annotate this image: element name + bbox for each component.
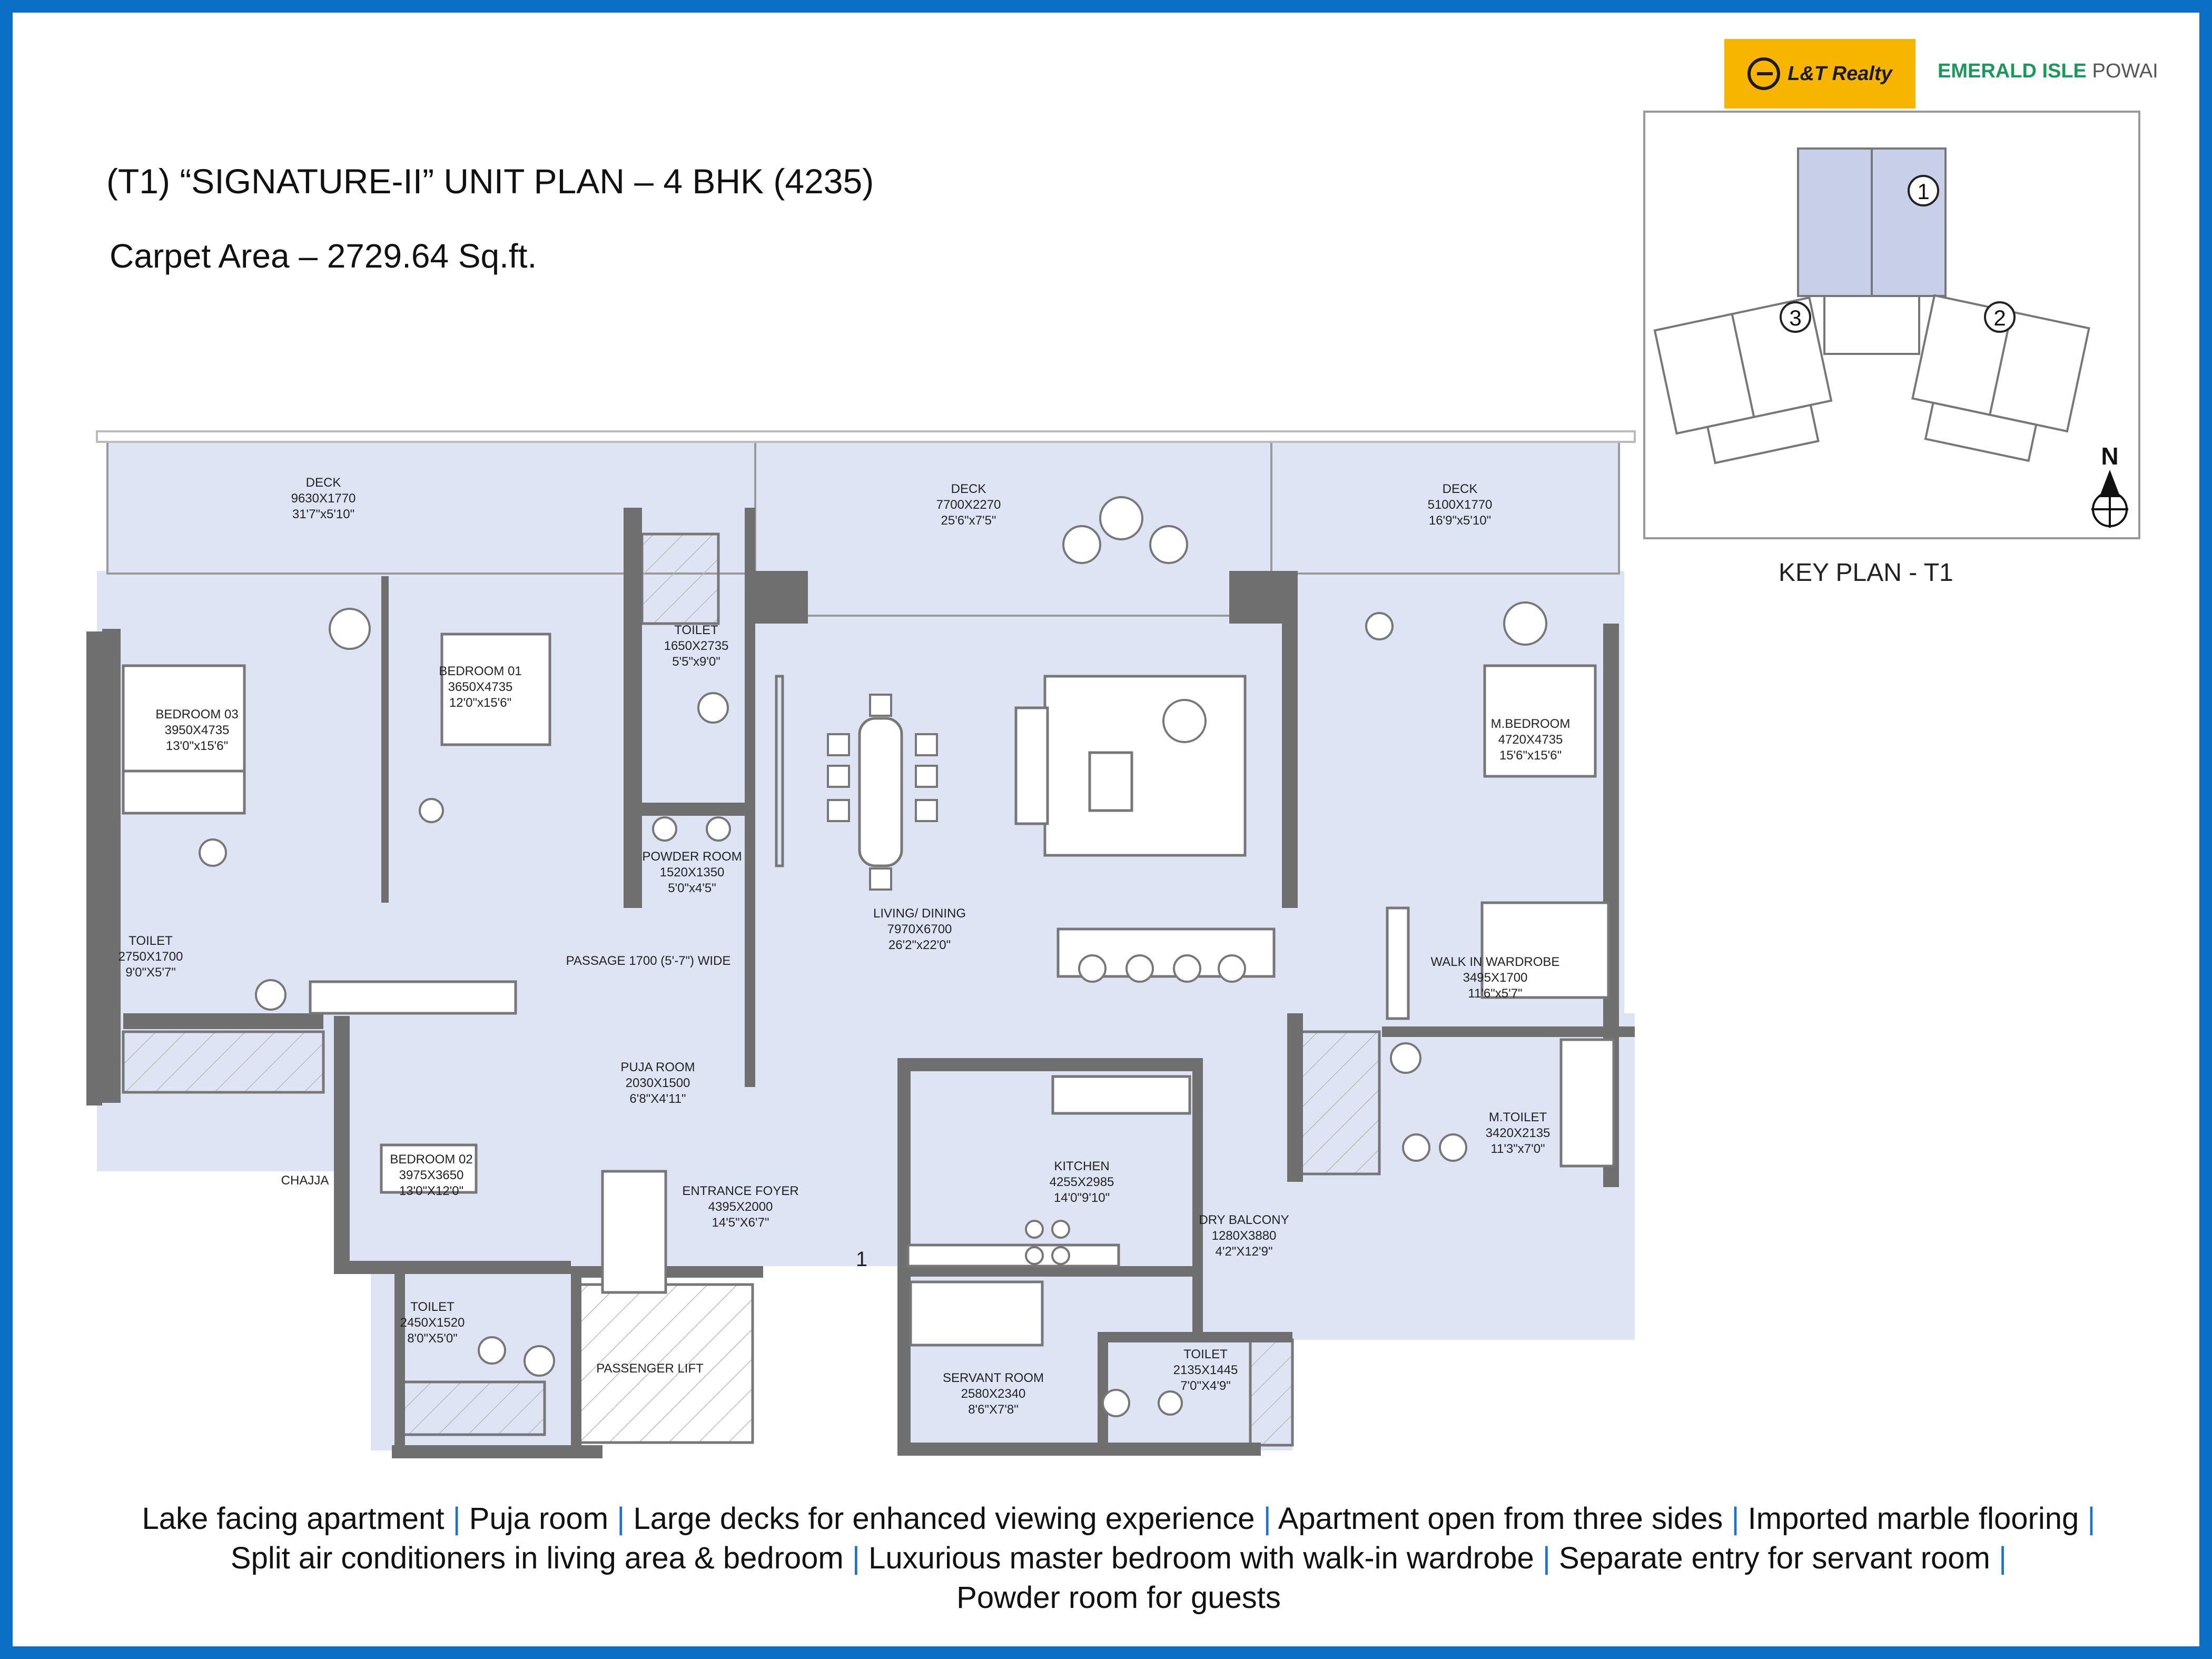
feature-4: Apartment open from three sides [1278, 1502, 1723, 1536]
separator: | [452, 1502, 461, 1536]
separator: | [852, 1541, 860, 1575]
bedroom-01-feet: 12'0"x15'6" [449, 696, 512, 710]
feature-3: Large decks for enhanced viewing experience [633, 1502, 1255, 1536]
passage-name: PASSAGE 1700 (5'-7") WIDE [566, 954, 731, 968]
plan-title: (T1) “SIGNATURE-II” UNIT PLAN – 4 BHK (4235) [106, 162, 874, 201]
svg-text:1: 1 [1917, 179, 1930, 204]
toilet-left-feet: 9'0"X5'7" [125, 965, 176, 980]
deck-right-name: DECK [1442, 482, 1478, 496]
m-bedroom-feet: 15'6"x15'6" [1499, 748, 1562, 763]
walkin-feet: 11'6"x5'7" [1468, 986, 1523, 1001]
toilet-top-name: TOILET [674, 623, 718, 637]
toilet-left-name: TOILET [129, 934, 173, 948]
lift-name: PASSENGER LIFT [596, 1361, 704, 1376]
deck-mid-feet: 25'6"x7'5" [941, 514, 996, 528]
toilet-servant-feet: 7'0"X4'9" [1180, 1379, 1231, 1393]
puja-name: PUJA ROOM [620, 1060, 695, 1074]
bedroom-02-size: 3975X3650 [399, 1168, 464, 1182]
kitchen-feet: 14'0"9'10" [1053, 1191, 1110, 1205]
toilet-top-size: 1650X2735 [664, 639, 729, 653]
feature-8: Separate entry for servant room [1559, 1541, 1990, 1575]
toilet-servant-name: TOILET [1183, 1347, 1228, 1361]
deck-left-feet: 31'7"x5'10" [292, 507, 355, 521]
bedroom-03-feet: 13'0"x15'6" [165, 739, 229, 753]
carpet-area: Carpet Area – 2729.64 Sq.ft. [110, 237, 537, 275]
deck-railing [97, 431, 1635, 442]
bedroom-01-size: 3650X4735 [448, 680, 513, 694]
logo-text: L&T Realty [1788, 62, 1892, 85]
powder-room-feet: 5'0"x4'5" [668, 881, 716, 895]
separator: | [2087, 1502, 2096, 1536]
deck-mid-name: DECK [951, 482, 986, 496]
feature-7: Luxurious master bedroom with walk-in wardrobe [868, 1541, 1534, 1575]
kitchen-name: KITCHEN [1054, 1159, 1110, 1173]
toilet-b2-feet: 8'0"X5'0" [407, 1331, 458, 1346]
deck-left-name: DECK [305, 476, 341, 490]
deck-right-feet: 16'9"x5'10" [1428, 514, 1492, 528]
floor-plan [13, 13, 2212, 1659]
separator: | [1263, 1502, 1271, 1536]
m-toilet-feet: 11'3"x7'0" [1490, 1142, 1545, 1156]
bedroom-01-name: BEDROOM 01 [439, 664, 522, 678]
dry-balcony-size: 1280X3880 [1211, 1229, 1277, 1243]
m-toilet-size: 3420X2135 [1485, 1126, 1551, 1140]
toilet-b2-name: TOILET [410, 1300, 455, 1314]
living-size: 7970X6700 [887, 922, 952, 936]
project-title: EMERALD ISLE [1938, 60, 2087, 82]
toilet-top-feet: 5'5"x9'0" [672, 655, 720, 669]
m-bedroom-name: M.BEDROOM [1490, 717, 1571, 731]
feature-1: Lake facing apartment [142, 1502, 445, 1536]
deck-mid-size: 7700X2270 [936, 498, 1001, 512]
powder-room-size: 1520X1350 [659, 865, 725, 880]
bedroom-02-feet: 13'0"X12'0" [399, 1184, 464, 1198]
toilet-left-size: 2750X1700 [118, 950, 183, 964]
entry-marker: 1 [855, 1248, 868, 1271]
servant-size: 2580X2340 [961, 1387, 1026, 1401]
feature-2: Puja room [469, 1502, 609, 1536]
separator: | [1999, 1541, 2007, 1575]
separator: | [1731, 1502, 1740, 1536]
powder-room-name: POWDER ROOM [642, 850, 742, 864]
svg-text:N: N [2101, 442, 2119, 470]
deck-right-size: 5100X1770 [1427, 498, 1493, 512]
feature-6: Split air conditioners in living area & bedroom [230, 1541, 844, 1575]
feature-5: Imported marble flooring [1747, 1502, 2079, 1536]
dry-balcony-feet: 4'2"X12'9" [1215, 1245, 1273, 1259]
separator: | [1542, 1541, 1551, 1575]
bedroom-02-name: BEDROOM 02 [390, 1152, 473, 1167]
svg-text:2: 2 [1993, 305, 2006, 330]
dry-balcony-name: DRY BALCONY [1199, 1213, 1289, 1227]
project-location: POWAI [2092, 60, 2158, 82]
servant-feet: 8'6"X7'8" [968, 1403, 1019, 1417]
key-plan-label: KEY PLAN - T1 [1779, 559, 1953, 587]
foyer-name: ENTRANCE FOYER [682, 1184, 799, 1198]
living-feet: 26'2"x22'0" [888, 938, 951, 952]
m-bedroom-size: 4720X4735 [1498, 733, 1563, 747]
bedroom-03-size: 3950X4735 [164, 723, 230, 737]
m-toilet-name: M.TOILET [1488, 1110, 1547, 1124]
foyer-size: 4395X2000 [708, 1200, 773, 1214]
bedroom-03-name: BEDROOM 03 [155, 707, 239, 722]
walkin-size: 3495X1700 [1463, 971, 1528, 985]
toilet-b2-size: 2450X1520 [400, 1316, 465, 1330]
foyer-feet: 14'5"X6'7" [712, 1216, 769, 1230]
walkin-name: WALK IN WARDROBE [1430, 955, 1560, 969]
living-name: LIVING/ DINING [873, 906, 966, 921]
feature-9: Powder room for guests [956, 1581, 1281, 1615]
svg-text:3: 3 [1789, 305, 1802, 330]
puja-size: 2030X1500 [625, 1076, 690, 1090]
servant-name: SERVANT ROOM [942, 1371, 1044, 1385]
features-text [44, 1499, 2193, 1617]
kitchen-size: 4255X2985 [1049, 1175, 1114, 1189]
deck-left-size: 9630X1770 [291, 491, 356, 506]
separator: | [617, 1502, 625, 1536]
toilet-servant-size: 2135X1445 [1173, 1363, 1238, 1377]
puja-feet: 6'8"X4'11" [629, 1092, 686, 1106]
chajja-name: CHAJJA [281, 1173, 329, 1188]
